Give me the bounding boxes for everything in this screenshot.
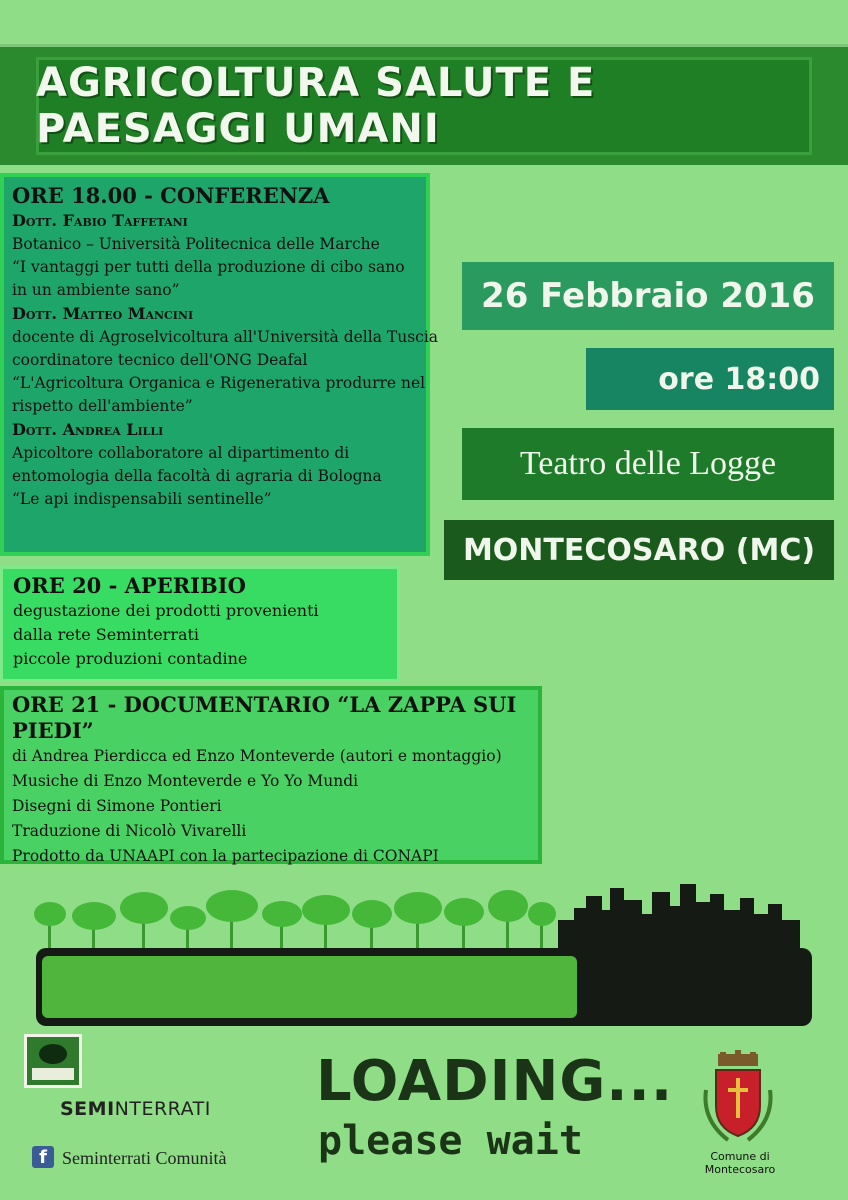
facebook-icon[interactable]: f: [32, 1146, 54, 1168]
speaker-line: “Le api indispensabili sentinelle”: [12, 490, 272, 508]
tree-icon: [206, 890, 258, 950]
speaker-name: Dott. Andrea Lilli: [12, 420, 164, 439]
event-time: ore 18:00: [586, 348, 834, 410]
seminterrati-prefix: SEMI: [60, 1098, 115, 1120]
speaker-name: Dott. Matteo Mancini: [12, 304, 194, 323]
title-banner-inner: [36, 57, 812, 155]
event-date: 26 Febbraio 2016: [462, 262, 834, 330]
tree-icon: [262, 901, 302, 950]
documentary-line: Disegni di Simone Pontieri: [12, 797, 222, 815]
aperibio-line: piccole produzioni contadine: [13, 649, 248, 668]
loading-bar-illustration: [34, 880, 814, 1032]
loading-text: LOADING...: [316, 1049, 674, 1114]
speaker-line: entomologia della facoltà di agraria di Bologna: [12, 467, 382, 485]
tree-icon: [170, 906, 206, 950]
aperibio-line: dalla rete Seminterrati: [13, 625, 200, 644]
speaker-line: coordinatore tecnico dell'ONG Deafal: [12, 351, 308, 369]
speaker-line: Botanico – Università Politecnica delle Marche: [12, 235, 380, 253]
seminterrati-suffix: NTERRATI: [114, 1098, 211, 1120]
tree-icon: [302, 895, 350, 950]
please-wait-text: please wait: [318, 1118, 583, 1164]
tree-icon: [352, 900, 392, 950]
documentary-heading: ORE 21 - DOCUMENTARIO “LA ZAPPA SUI PIEDI”: [12, 692, 517, 743]
tree-icon: [34, 902, 66, 950]
tree-icon: [444, 898, 484, 950]
speaker-line: in un ambiente sano”: [12, 281, 180, 299]
speaker-line: “I vantaggi per tutti della produzione di cibo sano: [12, 258, 405, 276]
event-town: MONTECOSARO (MC): [444, 520, 834, 580]
comune-line-2: Montecosaro: [704, 1163, 776, 1176]
aperibio-heading: ORE 20 - APERIBIO: [13, 573, 246, 598]
documentary-line: di Andrea Pierdicca ed Enzo Monteverde (autori e montaggio): [12, 747, 502, 765]
speaker-line: rispetto dell'ambiente”: [12, 397, 193, 415]
tree-icon: [72, 902, 116, 950]
tree-icon: [120, 892, 168, 950]
seminterrati-logo: [24, 1034, 82, 1088]
conference-section: [0, 173, 439, 556]
comune-crest: [698, 1050, 778, 1146]
speaker-line: Apicoltore collaboratore al dipartimento di: [12, 444, 350, 462]
event-venue: Teatro delle Logge: [462, 428, 834, 500]
documentary-line: Traduzione di Nicolò Vivarelli: [12, 822, 247, 840]
conference-heading: ORE 18.00 - CONFERENZA: [12, 183, 330, 208]
speaker-line: “L'Agricoltura Organica e Rigenerativa produrre nel: [12, 374, 426, 392]
trees: [34, 890, 556, 950]
tree-icon: [528, 902, 556, 950]
tree-icon: [488, 890, 528, 950]
aperibio-section: [0, 566, 400, 682]
documentary-section: [0, 686, 542, 864]
tree-icon: [394, 892, 442, 950]
event-title: AGRICOLTURA SALUTE E PAESAGGI UMANI: [36, 60, 596, 152]
seminterrati-wordmark: [60, 1098, 211, 1120]
loading-bar-fill: [42, 956, 577, 1018]
aperibio-line: degustazione dei prodotti provenienti: [13, 601, 319, 620]
speaker-line: docente di Agroselvicoltura all'Università della Tuscia: [12, 328, 439, 346]
documentary-line: Musiche di Enzo Monteverde e Yo Yo Mundi: [12, 772, 359, 790]
comune-label: [690, 1150, 790, 1176]
facebook-page-label[interactable]: Seminterrati Comunità: [62, 1148, 227, 1168]
documentary-line: Prodotto da UNAAPI con la partecipazione di CONAPI: [12, 847, 439, 865]
title-banner: [0, 44, 848, 165]
speaker-name: Dott. Fabio Taffetani: [12, 211, 188, 230]
comune-line-1: Comune di: [710, 1150, 770, 1163]
